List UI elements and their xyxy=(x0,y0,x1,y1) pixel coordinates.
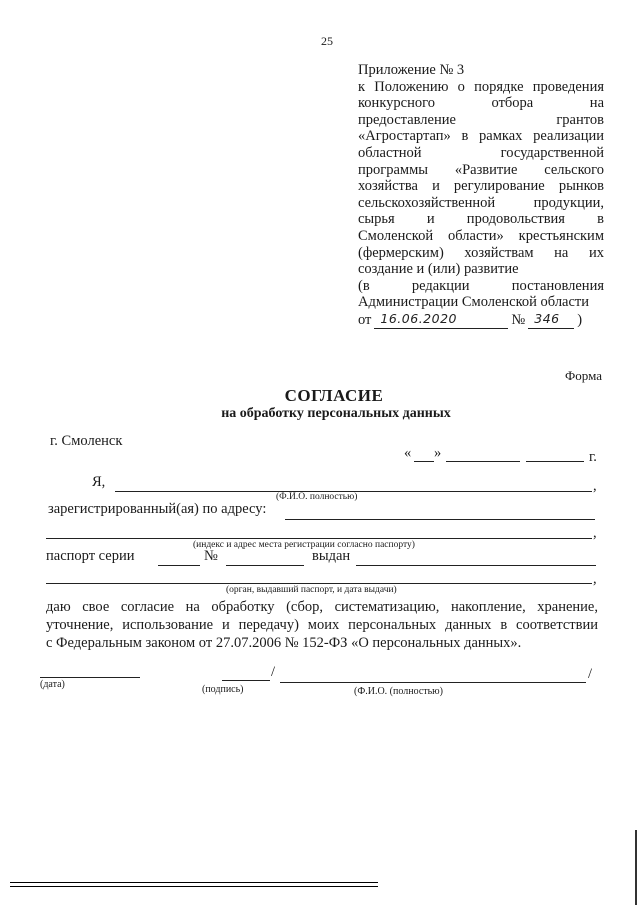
edition-date-line xyxy=(358,311,604,329)
passport-number-label: № xyxy=(204,548,218,564)
appendix-line: Смоленской области» крестьянским xyxy=(358,227,604,244)
appendix-block xyxy=(358,62,604,329)
appendix-line: конкурсного отбора на xyxy=(358,95,604,112)
close-paren: ) xyxy=(577,311,583,328)
fio-caption: (Ф.И.О. полностью) xyxy=(276,492,358,502)
address-field-1[interactable] xyxy=(285,519,595,520)
scan-edge-line xyxy=(10,882,378,883)
appendix-line: хозяйства и регулирование рынков xyxy=(358,178,604,195)
address-caption: (индекс и адрес места регистрации согласно паспорту) xyxy=(193,540,415,550)
comma: , xyxy=(593,571,597,587)
issuer-caption: (орган, выдавший паспорт, и дата выдачи) xyxy=(226,585,397,595)
edition-line: (в редакции постановления xyxy=(358,277,604,294)
registered-label: зарегистрированный(ая) по адресу: xyxy=(48,501,267,517)
comma: , xyxy=(593,478,597,494)
address-field-2[interactable] xyxy=(46,538,592,539)
comma: , xyxy=(593,525,597,541)
date-open-quote: « xyxy=(404,445,412,461)
consent-line: даю свое согласие на обработку (сбор, систематизацию, накопление, хранение, xyxy=(46,599,598,615)
appendix-title: Приложение № 3 xyxy=(358,62,465,78)
scan-edge-line xyxy=(10,886,378,887)
date-caption: (дата) xyxy=(40,679,65,690)
passport-series-field[interactable] xyxy=(158,565,200,566)
issued-label: выдан xyxy=(312,548,351,564)
signature-field[interactable] xyxy=(222,680,270,681)
date-close-quote: » xyxy=(434,445,442,461)
handwritten-date: 16.06.2020 xyxy=(374,311,508,329)
scan-edge-mark xyxy=(635,830,637,905)
from-label: от xyxy=(358,311,372,328)
day-field[interactable] xyxy=(414,461,434,462)
page-number: 25 xyxy=(321,34,333,48)
appendix-line: создание и (или) развитие xyxy=(358,261,519,278)
i-label: Я, xyxy=(92,474,106,490)
fio-full-caption: (Ф.И.О. (полностью) xyxy=(354,686,443,697)
passport-number-field[interactable] xyxy=(226,565,304,566)
consent-line: с Федеральным законом от 27.07.2006 № 152-ФЗ «О персональных данных». xyxy=(46,635,522,651)
handwritten-number: 346 xyxy=(528,311,574,329)
appendix-line: к Положению о порядке проведения xyxy=(358,78,604,95)
issuer-field-1[interactable] xyxy=(356,565,596,566)
appendix-line: сельскохозяйственной продукции, xyxy=(358,194,604,211)
edition-line: Администрации Смоленской области xyxy=(358,294,590,311)
issuer-field-2[interactable] xyxy=(46,583,592,584)
appendix-line: предоставление грантов xyxy=(358,111,604,128)
signature-date-field[interactable] xyxy=(40,677,140,678)
city-label: г. Смоленск xyxy=(50,433,123,449)
appendix-line: (фермерским) хозяйствам на их xyxy=(358,244,604,261)
month-field[interactable] xyxy=(446,461,520,462)
consent-paragraph xyxy=(46,598,598,652)
document-title: СОГЛАСИЕ xyxy=(284,386,384,405)
form-label: Форма xyxy=(565,368,602,383)
appendix-line: программы «Развитие сельского xyxy=(358,161,604,178)
document-subtitle: на обработку персональных данных xyxy=(221,406,451,421)
year-field[interactable] xyxy=(526,461,584,462)
year-suffix: г. xyxy=(589,449,597,465)
signature-fio-field[interactable] xyxy=(280,682,586,683)
number-label: № xyxy=(511,311,526,328)
slash: / xyxy=(271,664,276,680)
passport-series-label: паспорт серии xyxy=(46,548,135,564)
appendix-line: сырья и продовольствия в xyxy=(358,211,604,228)
consent-line: уточнение, использование и передачу) моих персональных данных в соответствии xyxy=(46,617,598,633)
appendix-line: «Агростартап» в рамках реализации xyxy=(358,128,604,145)
slash: / xyxy=(588,666,593,682)
appendix-line: областной государственной xyxy=(358,144,604,161)
signature-caption: (подпись) xyxy=(202,684,244,695)
